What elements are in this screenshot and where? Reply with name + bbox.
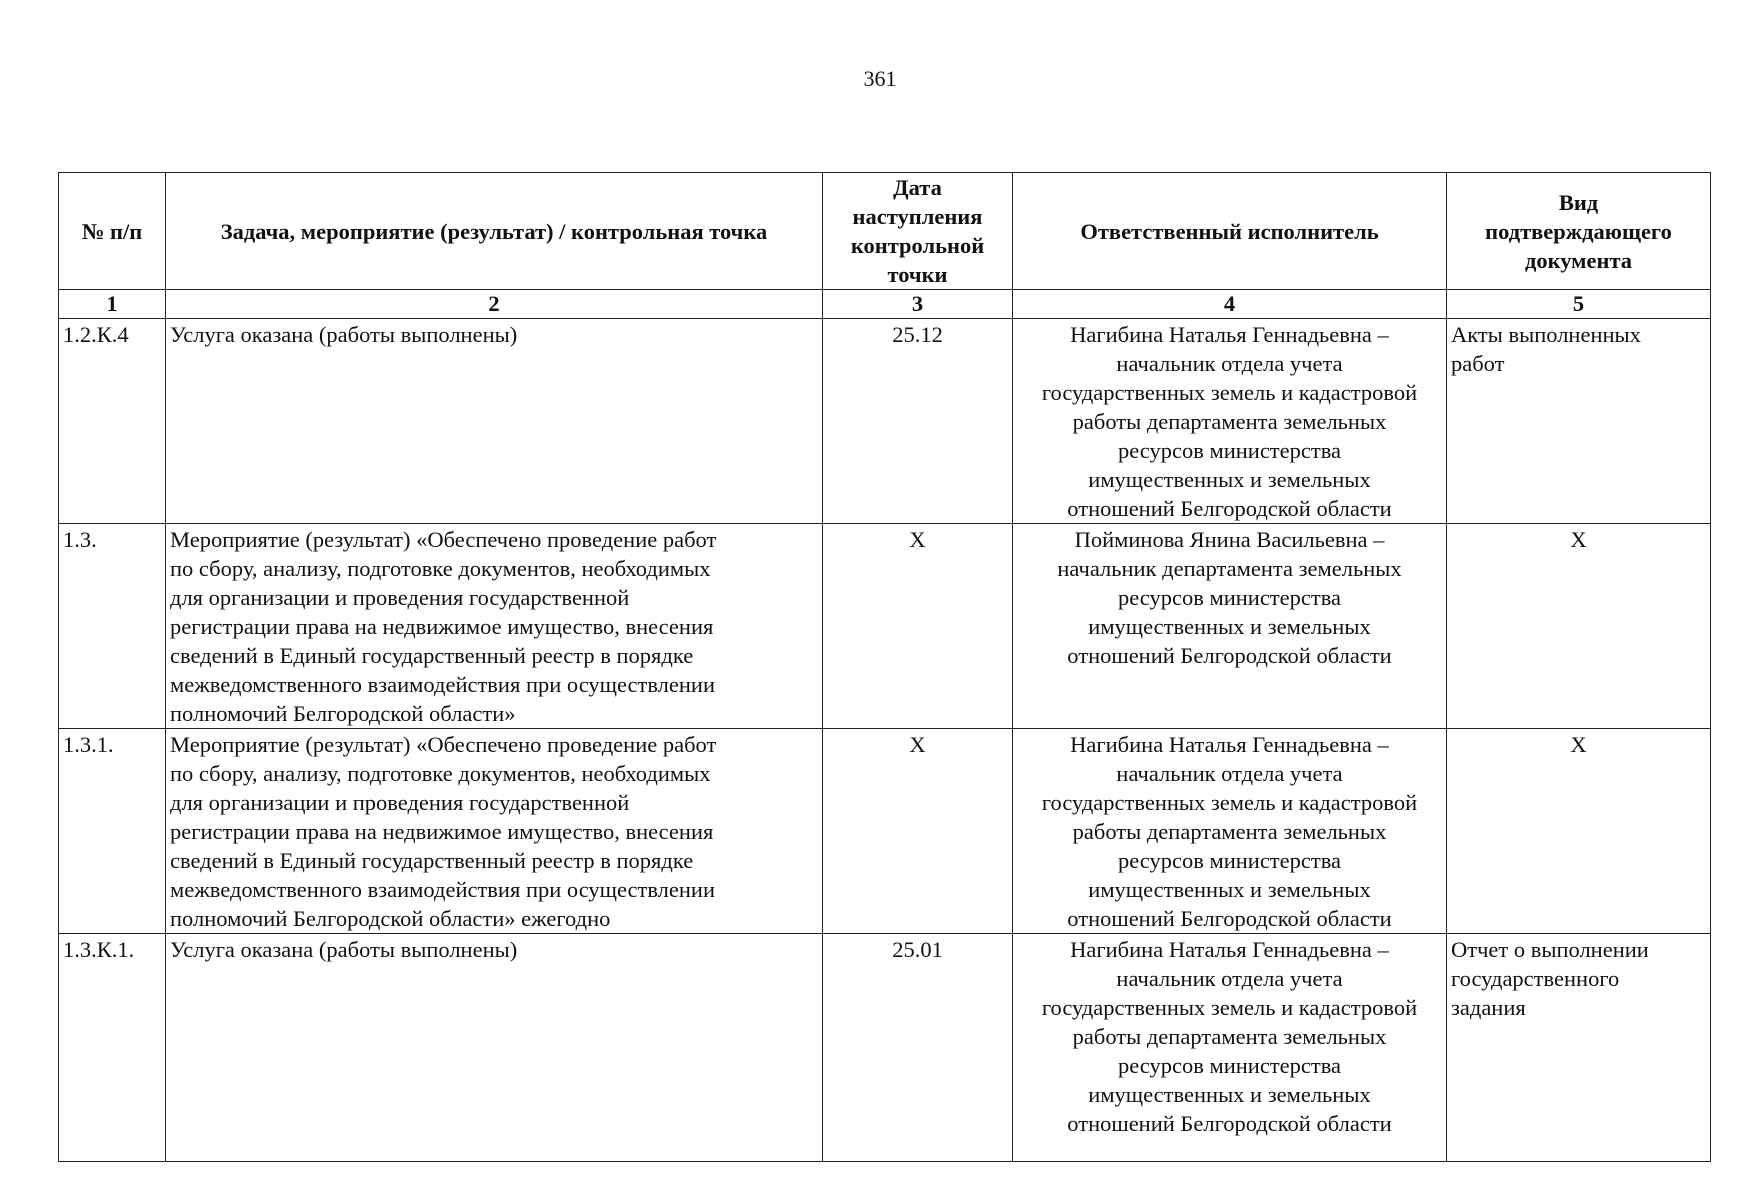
responsible-line: отношений Белгородской области: [1067, 643, 1392, 668]
document-line: задания: [1451, 995, 1526, 1020]
header-num: № п/п: [59, 173, 166, 290]
task-line: полномочий Белгородской области» ежегодно: [170, 906, 611, 931]
row-responsible: [1013, 934, 1447, 1162]
row-task: [166, 319, 823, 524]
header-doc-line: документа: [1524, 247, 1633, 273]
row-responsible: [1013, 319, 1447, 524]
responsible-line: ресурсов министерства: [1117, 848, 1342, 873]
column-number: 3: [823, 290, 1013, 319]
column-number: 2: [166, 290, 823, 319]
task-line: для организации и проведения государственной: [170, 585, 630, 610]
responsible-line: Нагибина Наталья Геннадьевна –: [1070, 732, 1389, 757]
column-number: 1: [59, 290, 166, 319]
document-line: Акты выполненных: [1451, 322, 1641, 347]
responsible-line: начальник отдела учета: [1116, 351, 1343, 376]
header-date: [823, 173, 1013, 290]
header-doc: [1447, 173, 1711, 290]
responsible-line: работы департамента земельных: [1072, 1024, 1387, 1049]
table-row: [59, 524, 1711, 729]
responsible-line: начальник департамента земельных: [1057, 556, 1402, 581]
column-number: 4: [1013, 290, 1447, 319]
responsible-line: начальник отдела учета: [1116, 761, 1343, 786]
row-document: [1447, 319, 1711, 524]
task-line: Услуга оказана (работы выполнены): [170, 937, 518, 962]
column-number: 5: [1447, 290, 1711, 319]
task-line: по сбору, анализу, подготовке документов, необходимых: [170, 761, 711, 786]
task-line: Мероприятие (результат) «Обеспечено проведение работ: [170, 732, 717, 757]
table-row: [59, 934, 1711, 1162]
row-document: [1447, 524, 1711, 729]
table-header-row: [59, 173, 1711, 290]
document-line: работ: [1451, 351, 1505, 376]
document-line: государственного: [1451, 966, 1620, 991]
document-line: Х: [1570, 527, 1587, 552]
task-line: межведомственного взаимодействия при осуществлении: [170, 877, 716, 902]
task-line: межведомственного взаимодействия при осуществлении: [170, 672, 716, 697]
header-date-line: Дата: [893, 175, 942, 200]
responsible-line: ресурсов министерства: [1117, 438, 1342, 463]
column-numbers-row: [59, 290, 1711, 319]
task-line: для организации и проведения государственной: [170, 790, 630, 815]
header-responsible: Ответственный исполнитель: [1013, 173, 1447, 290]
document-line: Х: [1570, 732, 1587, 757]
responsible-line: имущественных и земельных: [1088, 1082, 1371, 1107]
task-line: сведений в Единый государственный реестр в порядке: [170, 643, 694, 668]
row-date: 25.12: [823, 319, 1013, 524]
responsible-line: государственных земель и кадастровой: [1041, 790, 1418, 815]
header-date-line: контрольной: [850, 233, 985, 258]
row-task: [166, 934, 823, 1162]
task-line: сведений в Единый государственный реестр в порядке: [170, 848, 694, 873]
responsible-line: Пойминова Янина Васильевна –: [1074, 527, 1385, 552]
row-date: Х: [823, 524, 1013, 729]
page-number: 361: [863, 66, 897, 91]
header-doc-line: подтверждающего: [1485, 218, 1672, 244]
header-task: Задача, мероприятие (результат) / контрольная точка: [166, 173, 823, 290]
task-line: регистрации права на недвижимое имущество, внесения: [170, 819, 714, 844]
row-task: [166, 729, 823, 934]
row-number: 1.3.К.1.: [59, 934, 166, 1162]
header-date-line: наступления: [852, 204, 983, 229]
row-date: Х: [823, 729, 1013, 934]
responsible-line: Нагибина Наталья Геннадьевна –: [1070, 322, 1389, 347]
table-row: [59, 729, 1711, 934]
responsible-line: работы департамента земельных: [1072, 409, 1387, 434]
row-number: 1.3.: [59, 524, 166, 729]
responsible-line: имущественных и земельных: [1088, 614, 1371, 639]
row-number: 1.3.1.: [59, 729, 166, 934]
responsible-line: ресурсов министерства: [1117, 1053, 1342, 1078]
control-points-table: [58, 172, 1711, 1162]
responsible-line: Нагибина Наталья Геннадьевна –: [1070, 937, 1389, 962]
task-line: Услуга оказана (работы выполнены): [170, 322, 518, 347]
row-document: [1447, 729, 1711, 934]
task-line: регистрации права на недвижимое имущество, внесения: [170, 614, 714, 639]
header-doc-line: Вид: [1558, 189, 1599, 215]
row-date: 25.01: [823, 934, 1013, 1162]
responsible-line: отношений Белгородской области: [1067, 496, 1392, 521]
document-line: Отчет о выполнении: [1451, 937, 1649, 962]
row-responsible: [1013, 524, 1447, 729]
responsible-line: ресурсов министерства: [1117, 585, 1342, 610]
task-line: по сбору, анализу, подготовке документов, необходимых: [170, 556, 711, 581]
header-date-line: точки: [887, 262, 948, 287]
row-number: 1.2.К.4: [59, 319, 166, 524]
responsible-line: отношений Белгородской области: [1067, 906, 1392, 931]
task-line: Мероприятие (результат) «Обеспечено проведение работ: [170, 527, 717, 552]
responsible-line: имущественных и земельных: [1088, 467, 1371, 492]
row-document: [1447, 934, 1711, 1162]
row-task: [166, 524, 823, 729]
task-line: полномочий Белгородской области»: [170, 701, 516, 726]
table-row: [59, 319, 1711, 524]
responsible-line: отношений Белгородской области: [1067, 1111, 1392, 1136]
responsible-line: государственных земель и кадастровой: [1041, 995, 1418, 1020]
row-responsible: [1013, 729, 1447, 934]
responsible-line: государственных земель и кадастровой: [1041, 380, 1418, 405]
responsible-line: начальник отдела учета: [1116, 966, 1343, 991]
responsible-line: работы департамента земельных: [1072, 819, 1387, 844]
responsible-line: имущественных и земельных: [1088, 877, 1371, 902]
